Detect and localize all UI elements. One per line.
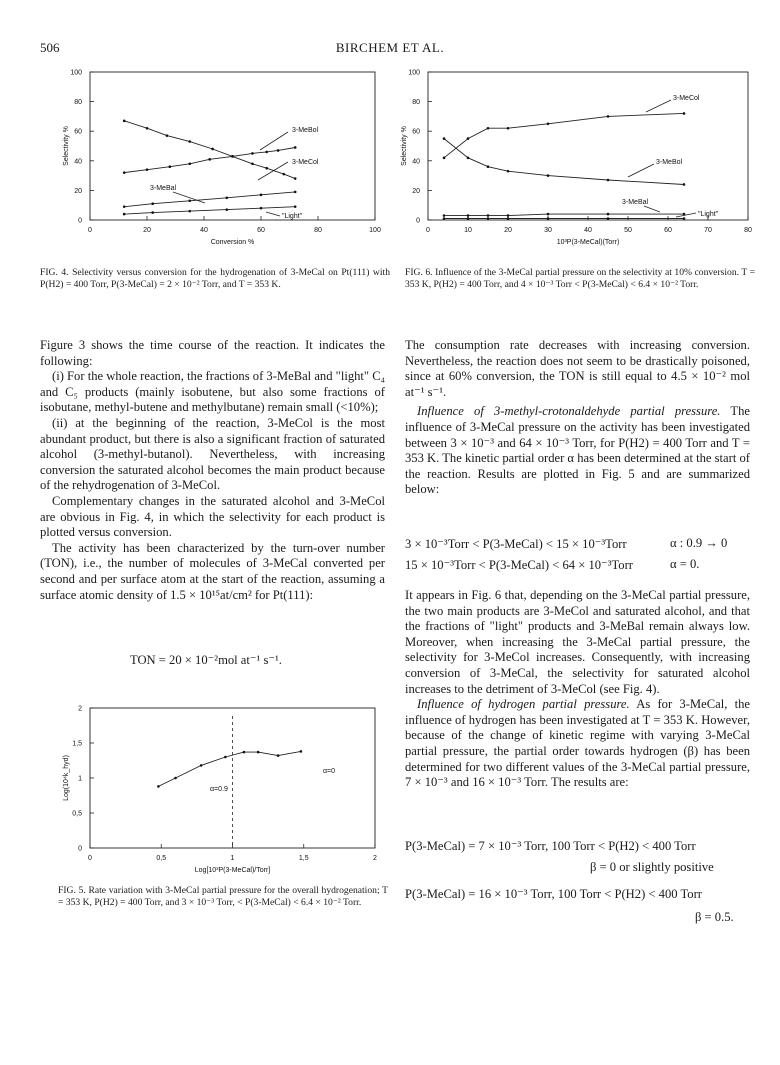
x-tick-label: 100 [369, 227, 381, 234]
right-column-top [405, 338, 750, 498]
y-tick-label: 60 [412, 128, 420, 136]
x-tick-label: 0 [88, 227, 92, 234]
data-point [547, 217, 550, 220]
y-tick-label: 100 [408, 69, 420, 77]
x-tick-label: 30 [544, 227, 552, 234]
paragraph: Influence of hydrogen partial pressure. As for 3-MeCal, the influence of hydrogen has been investigated at T = 353 K. However, because of the change of kinetic regime with varying 3-MeCal partial pressure, the partial order towards hydrogen (β) has been determined for two different values of the 3-MeCal partial pressure, 7 × 10⁻³ and 16 × 10⁻³ Torr. The results are: [405, 697, 750, 790]
figure-6-caption: FIG. 6. Influence of the 3-MeCal partial pressure on the selectivity at 10% conversion. T = 353 K, P(H2) = 400 Torr, and 4 × 10⁻³ Torr < P(3-MeCal) < 6.4 × 10⁻² Torr. [405, 267, 755, 290]
data-point [188, 210, 191, 213]
y-tick-label: 80 [412, 99, 420, 107]
figure-4-chart [30, 62, 395, 262]
data-point [507, 217, 510, 220]
paragraph: Figure 3 shows the time course of the reaction. It indicates the following: [40, 338, 385, 368]
data-point [487, 165, 490, 168]
equation-alpha-1-result: α : 0.9 → 0 [670, 536, 728, 550]
data-point [188, 140, 191, 143]
data-point [174, 777, 177, 780]
data-point [507, 214, 510, 217]
x-tick-label: 0 [426, 227, 430, 234]
x-tick-label: 80 [744, 227, 752, 234]
plot-frame [428, 72, 748, 220]
data-point [607, 179, 610, 182]
data-point [300, 750, 303, 753]
series-label: 3-MeCol [292, 159, 319, 166]
data-point [683, 183, 686, 186]
data-point [487, 217, 490, 220]
data-point [226, 197, 229, 200]
equation-alpha-1: 3 × 10⁻³Torr < P(3-MeCal) < 15 × 10⁻³Torr [405, 537, 627, 551]
data-point [294, 191, 297, 194]
series-label: "Light" [698, 211, 719, 218]
data-point [226, 208, 229, 211]
data-point [188, 162, 191, 165]
y-tick-label: 20 [74, 187, 82, 195]
series-line [444, 113, 684, 157]
equation-alpha-2: 15 × 10⁻³Torr < P(3-MeCal) < 64 × 10⁻³Torr [405, 558, 633, 572]
data-point [547, 174, 550, 177]
x-tick-label: 80 [314, 227, 322, 234]
equation-beta-2-result: β = 0.5. [695, 910, 734, 924]
data-point [251, 152, 254, 155]
right-column-middle [405, 588, 750, 791]
data-point [260, 194, 263, 197]
data-point [443, 217, 446, 220]
y-tick-label: 0 [78, 217, 82, 225]
figure-5-chart [30, 690, 395, 880]
data-point [443, 214, 446, 217]
data-point [123, 171, 126, 174]
y-tick-label: 40 [412, 158, 420, 166]
series-line [444, 139, 684, 185]
data-point [166, 134, 169, 137]
data-point [208, 158, 211, 161]
data-point [151, 202, 154, 205]
equation-alpha-2-result: α = 0. [670, 557, 700, 571]
data-point [607, 115, 610, 118]
data-point [146, 127, 149, 130]
x-tick-label: 20 [504, 227, 512, 234]
y-tick-label: 2 [78, 705, 82, 713]
y-axis-label: Selectivity % [63, 126, 70, 166]
data-point [123, 205, 126, 208]
figure-4-caption: FIG. 4. Selectivity versus conversion for the hydrogenation of 3-MeCal on Pt(111) with P(H2) = 400 Torr, P(3-MeCal) = 2 × 10⁻² Torr, and T = 353 K. [40, 267, 390, 290]
y-tick-label: 0,5 [72, 810, 82, 818]
data-point [294, 177, 297, 180]
page-number: 506 [40, 40, 60, 55]
figure-6-chart [398, 62, 768, 262]
plot-frame [90, 72, 375, 220]
data-point [683, 217, 686, 220]
series-label: 3-MeBal [150, 185, 177, 192]
y-tick-label: 60 [74, 128, 82, 136]
x-tick-label: 60 [257, 227, 265, 234]
data-point [487, 127, 490, 130]
x-axis-label: 10³P(3-MeCal)(Torr) [556, 239, 620, 246]
leader-line [266, 212, 280, 216]
data-point [283, 173, 286, 176]
paragraph: Influence of 3-methyl-crotonaldehyde partial pressure. The influence of 3-MeCal pressure on the activity has been investigated between 3 × 10⁻³ and 64 × 10⁻³ Torr, for P(H2) = 400 Torr and T = 353 K. The kinetic partial order α has been determined at the start of the reaction. Results are plotted in Fig. 5 and are summarized below: [405, 404, 750, 497]
data-point [251, 162, 254, 165]
x-tick-label: 40 [584, 227, 592, 234]
data-point [487, 214, 490, 217]
x-axis-label: Conversion % [210, 239, 255, 246]
y-axis-label: Selectivity % [401, 126, 408, 166]
x-tick-label: 0 [88, 855, 92, 862]
series-label: 3-MeCol [673, 95, 700, 102]
y-tick-label: 1,5 [72, 740, 82, 748]
series-label: 3-MeBal [622, 199, 649, 206]
data-point [188, 199, 191, 202]
data-point [294, 146, 297, 149]
y-axis-label: Log(10⁴k_hyd) [63, 755, 70, 801]
data-point [277, 149, 280, 152]
series-label: "Light" [282, 213, 303, 220]
paragraph: It appears in Fig. 6 that, depending on the 3-MeCal partial pressure, the two main products are 3-MeCol and saturated alcohol, and that the fractions of "light" products and 3-MeBal remain always low. Moreover, when increasing the 3-MeCal partial pressure, the selectivity for 3-MeCol increases. Consequently, with increasing conversion of 3-MeCal, the selectivity for saturated alcohol increases to the detriment of 3-MeCol (see Fig. 4). [405, 588, 750, 696]
data-point [547, 213, 550, 216]
data-point [151, 211, 154, 214]
annotation: α=0.9 [210, 786, 228, 793]
equation-beta-1: P(3-MeCal) = 7 × 10⁻³ Torr, 100 Torr < P(H2) < 400 Torr [405, 839, 696, 853]
paragraph: Complementary changes in the saturated alcohol and 3-MeCol are obvious in Fig. 4, in which the selectivity for each product is plotted versus conversion. [40, 493, 385, 540]
data-point [467, 214, 470, 217]
leader-line [644, 206, 660, 212]
y-tick-label: 0 [416, 217, 420, 225]
x-tick-label: 1 [230, 855, 235, 862]
data-point [260, 207, 263, 210]
running-title: BIRCHEM ET AL. [335, 40, 445, 55]
data-point [211, 148, 214, 151]
data-point [257, 751, 260, 754]
section-heading: Influence of 3-methyl-crotonaldehyde partial pressure. [417, 404, 721, 419]
data-point [169, 165, 172, 168]
data-point [146, 168, 149, 171]
data-point [294, 205, 297, 208]
data-point [157, 785, 160, 788]
left-column [40, 338, 385, 603]
data-point [277, 754, 280, 757]
y-tick-label: 20 [412, 187, 420, 195]
data-point [123, 213, 126, 216]
data-point [231, 155, 234, 158]
series-line [444, 214, 684, 216]
y-tick-label: 40 [74, 158, 82, 166]
series-label: 3-MeBol [656, 159, 683, 166]
data-point [265, 151, 268, 154]
leader-line [676, 213, 696, 217]
data-point [224, 756, 227, 759]
series-line [124, 121, 295, 179]
data-point [547, 123, 550, 126]
paragraph: The consumption rate decreases with increasing conversion. Nevertheless, the reaction does not seem to be drastically poisoned, since at 60% conversion, the TON is still equal to 4.5 × 10⁻² mol at⁻¹ s⁻¹. [405, 338, 750, 399]
section-heading: Influence of hydrogen partial pressure. [417, 697, 630, 712]
data-point [443, 157, 446, 160]
data-point [265, 167, 268, 170]
x-tick-label: 70 [704, 227, 712, 234]
equation-ton: TON = 20 × 10⁻²mol at⁻¹ s⁻¹. [130, 653, 282, 667]
paragraph: The activity has been characterized by the turn-over number (TON), i.e., the number of molecules of 3-MeCal converted per second and per surface atom at the start of the reaction, assuming a surface atomic density of 1.5 × 10¹⁵at/cm² for Pt(111): [40, 540, 385, 602]
data-point [607, 217, 610, 220]
figure-5-caption: FIG. 5. Rate variation with 3-MeCal partial pressure for the overall hydrogenation; T = 353 K, P(H2) = 400 Torr, and 3 × 10⁻³ Torr, < P(3-MeCal) < 6.4 × 10⁻² Torr. [58, 885, 388, 908]
data-point [683, 112, 686, 115]
x-axis-label: Log[10³P(3-MeCal)/Torr] [194, 867, 271, 874]
data-point [607, 213, 610, 216]
data-point [467, 137, 470, 140]
series-line [124, 192, 295, 207]
data-point [443, 137, 446, 140]
x-tick-label: 0,5 [156, 855, 167, 862]
series-line [158, 751, 301, 786]
leader-line [646, 100, 671, 112]
paragraph: (ii) at the beginning of the reaction, 3-MeCol is the most abundant product, but there is also a significant fraction of saturated alcohol (3-methyl-butanol). Nevertheless, with increasing conversion the saturated alcohol becomes the main product because of the rehydrogenation of 3-MeCol. [40, 415, 385, 493]
x-tick-label: 2 [373, 855, 377, 862]
annotation: α=0 [323, 768, 336, 775]
data-point [507, 127, 510, 130]
equation-beta-1-result: β = 0 or slightly positive [590, 860, 714, 874]
series-label: 3-MeBol [292, 127, 319, 134]
x-tick-label: 40 [200, 227, 208, 234]
y-tick-label: 0 [78, 845, 82, 853]
data-point [243, 751, 246, 754]
paragraph: (i) For the whole reaction, the fractions of 3-MeBal and "light" C₄ and C₅ products (mainly isobutene, but also some fractions of isobutane, methyl-butene and methylbutane) remain small (<10%); [40, 369, 385, 415]
x-tick-label: 10 [464, 227, 472, 234]
x-tick-label: 1,5 [298, 855, 309, 862]
leader-line [260, 132, 288, 150]
y-tick-label: 1 [78, 775, 82, 783]
x-tick-label: 20 [143, 227, 151, 234]
data-point [467, 157, 470, 160]
data-point [467, 217, 470, 220]
leader-line [628, 164, 654, 177]
leader-line [258, 162, 288, 180]
data-point [507, 170, 510, 173]
y-tick-label: 100 [70, 69, 82, 77]
x-tick-label: 50 [624, 227, 632, 234]
equation-beta-2: P(3-MeCal) = 16 × 10⁻³ Torr, 100 Torr < P(H2) < 400 Torr [405, 887, 702, 901]
x-tick-label: 60 [664, 227, 672, 234]
data-point [200, 764, 203, 767]
y-tick-label: 80 [74, 99, 82, 107]
data-point [123, 120, 126, 123]
